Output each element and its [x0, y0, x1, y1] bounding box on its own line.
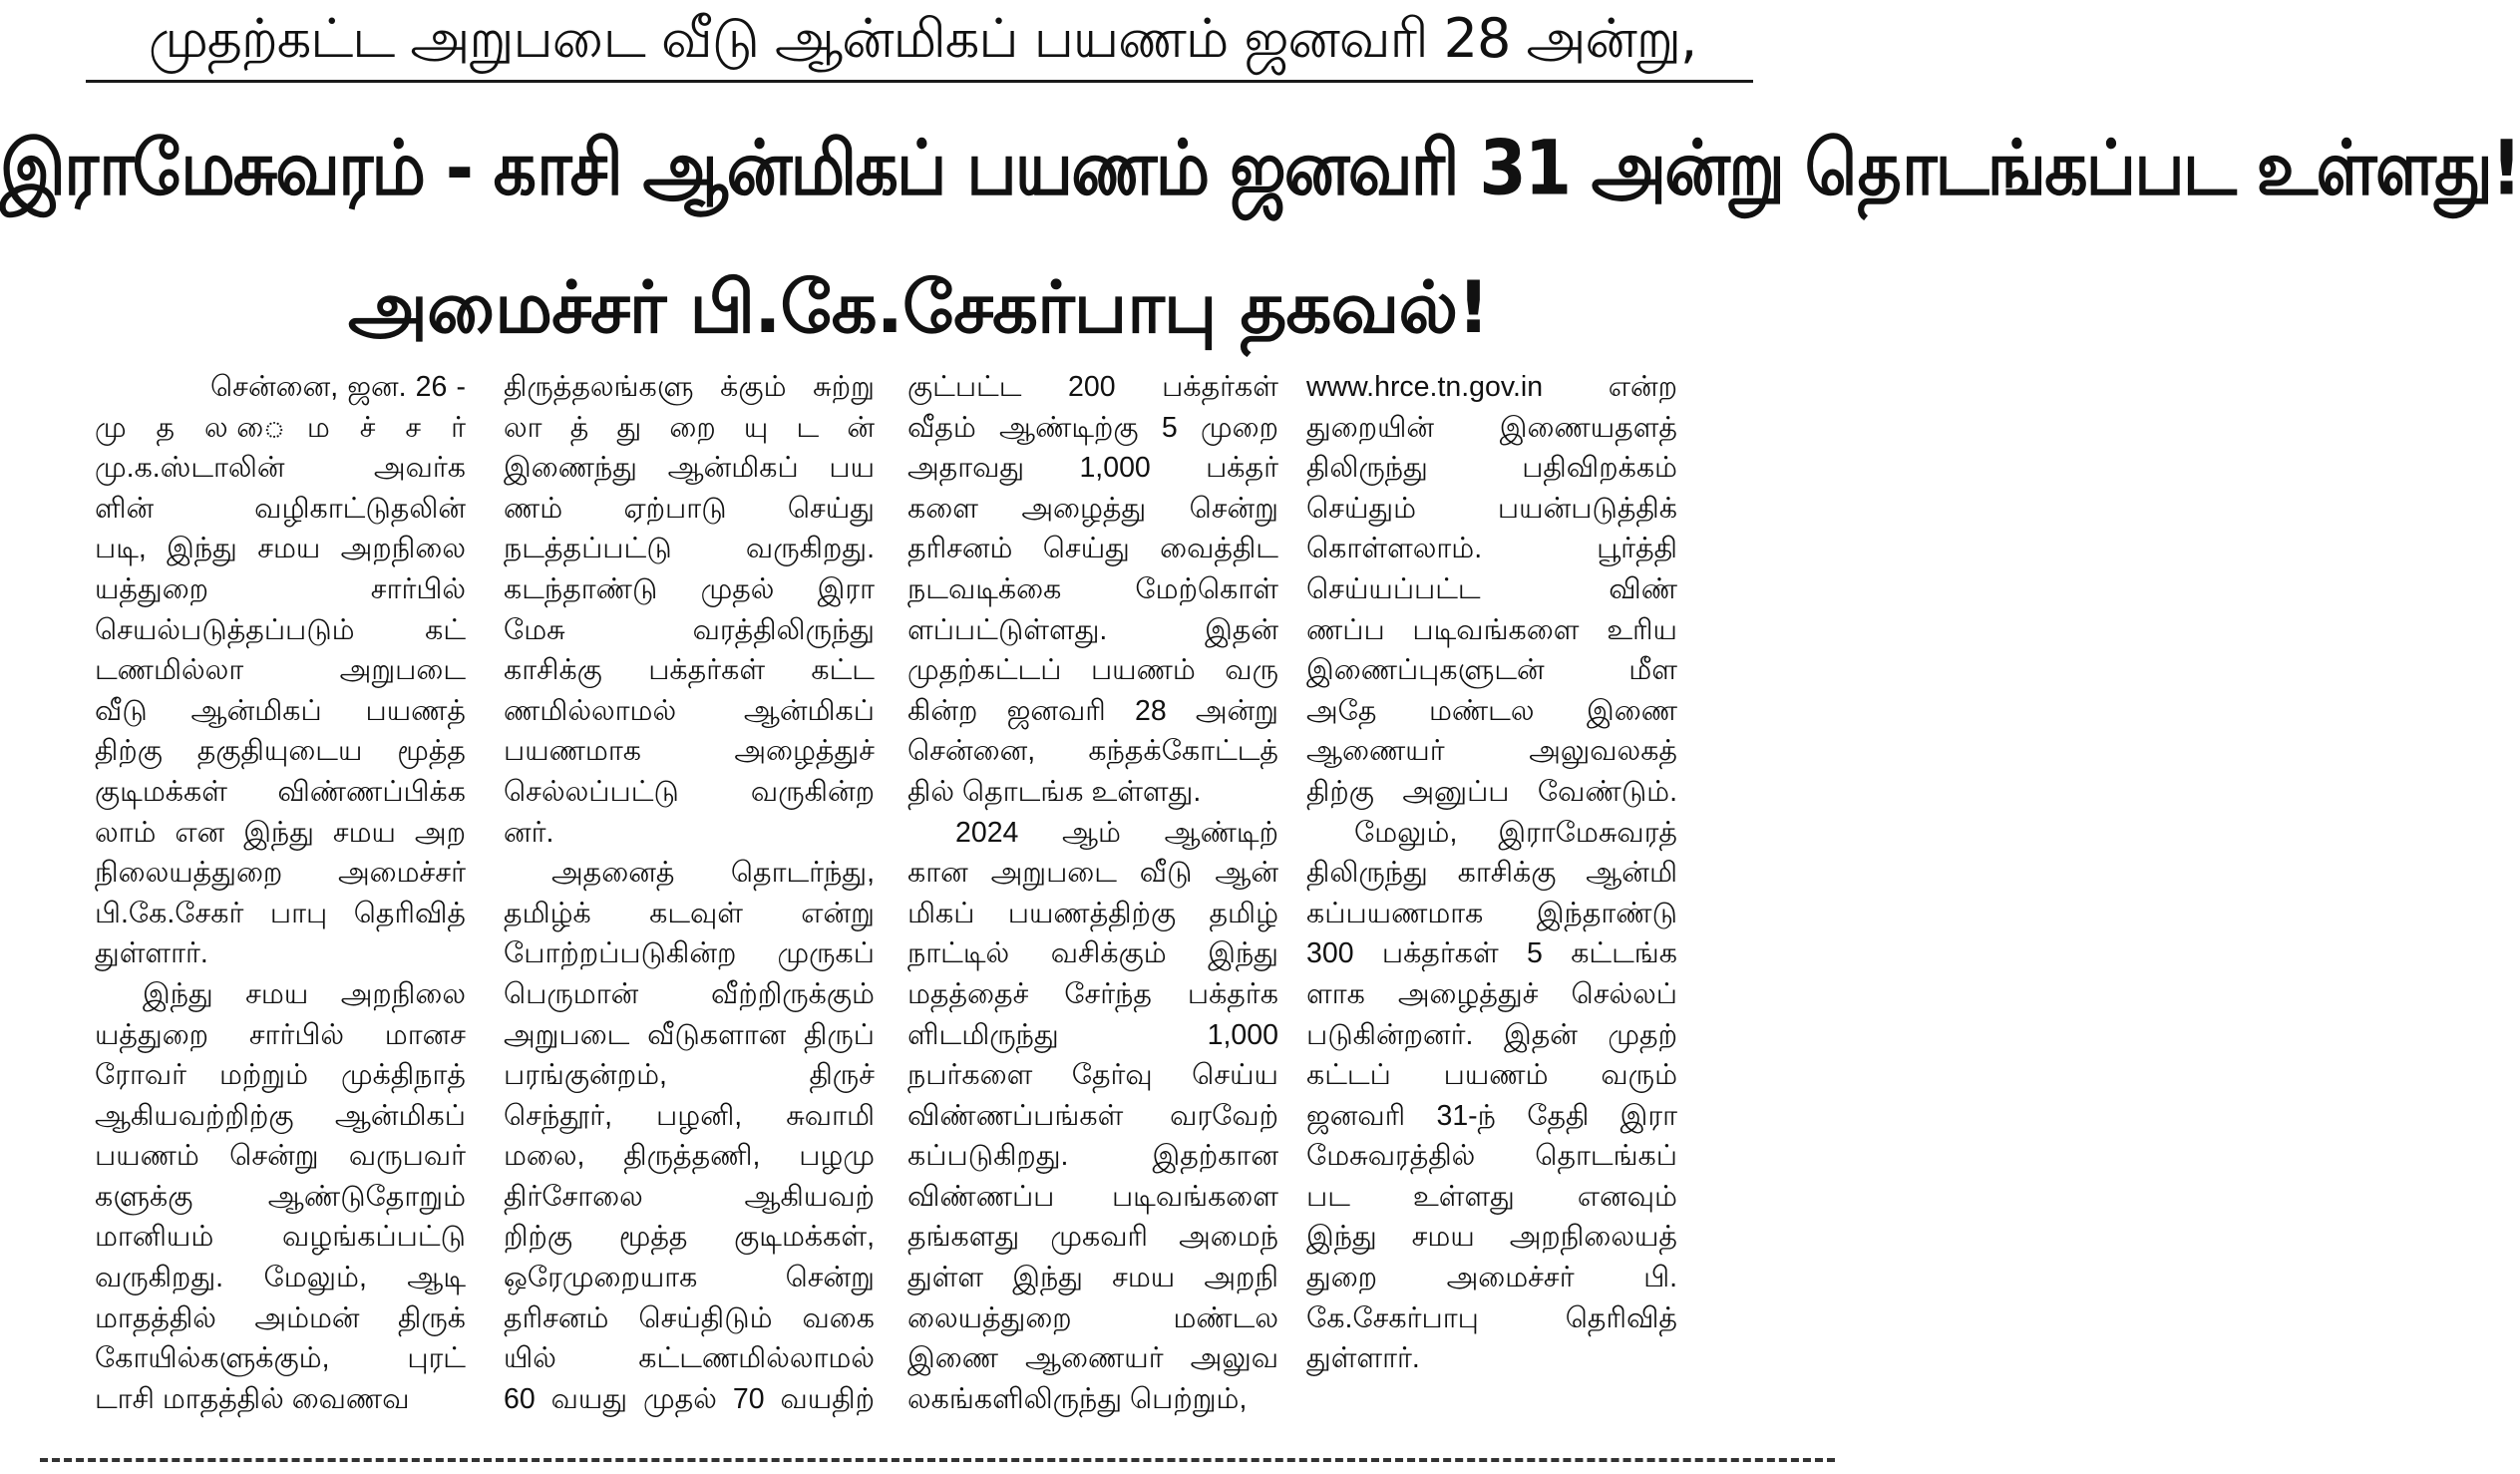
- article-line: துறையின் இணையதளத்: [1306, 411, 1677, 444]
- article-line: ளப்பட்டுள்ளது. இதன்: [907, 613, 1278, 646]
- article-line: www.hrce.tn.gov.in என்ற: [1306, 371, 1677, 403]
- kicker-headline: முதற்கட்ட அறுபடை வீடு ஆன்மிகப் பயணம் ஜனவரி 28 அன்று,: [148, 7, 1697, 70]
- article-line: மலை, திருத்தணி, பழமு: [504, 1140, 875, 1173]
- article-line: திலிருந்து காசிக்கு ஆன்மி: [1306, 857, 1677, 890]
- article-line: மு.க.ஸ்டாலின் அவர்க: [95, 452, 466, 485]
- article-line: செல்லப்பட்டு வருகின்ற: [504, 775, 875, 808]
- article-line: றிற்கு மூத்த குடிமக்கள்,: [504, 1221, 875, 1254]
- article-line: யத்துறை சார்பில்: [95, 572, 466, 605]
- article-line: காசிக்கு பக்தர்கள் கட்ட: [504, 654, 875, 687]
- article-line: செந்தூர், பழனி, சுவாமி: [504, 1099, 875, 1132]
- article-line: ளாக அழைத்துச் செல்லப்: [1306, 977, 1677, 1010]
- article-line: பயணமாக அழைத்துச்: [504, 735, 875, 768]
- article-line: வருகிறது. மேலும், ஆடி: [95, 1262, 466, 1294]
- article-line: மிகப் பயணத்திற்கு தமிழ்: [907, 897, 1278, 929]
- article-column-3: [907, 367, 1278, 1446]
- article-line: செய்யப்பட்ட விண்: [1306, 572, 1677, 605]
- article-line: மானியம் வழங்கப்பட்டு: [95, 1221, 466, 1254]
- article-line: கப்படுகிறது. இதற்கான: [907, 1140, 1278, 1173]
- article-line: 2024 ஆம் ஆண்டிற்: [955, 816, 1278, 849]
- article-line: பயணம் சென்று வருபவர்: [95, 1140, 466, 1173]
- article-line: திற்கு தகுதியுடைய மூத்த: [95, 735, 466, 768]
- article-line: தங்களது முகவரி அமைந்: [907, 1221, 1278, 1254]
- article-line: முதற்கட்டப் பயணம் வரு: [907, 654, 1278, 687]
- article-line: விண்ணப்பங்கள் வரவேற்: [907, 1099, 1278, 1132]
- article-line: களை அழைத்து சென்று: [907, 492, 1278, 525]
- article-line: ஆணையர் அலுவலகத்: [1306, 735, 1677, 768]
- article-line: துறை அமைச்சர் பி.: [1306, 1262, 1677, 1294]
- article-line: மேலும், இராமேசுவரத்: [1354, 816, 1677, 849]
- article-line: ளிடமிருந்து 1,000: [907, 1018, 1278, 1051]
- article-line: படி, இந்து சமய அறநிலை: [95, 533, 466, 565]
- article-line: நாட்டில் வசிக்கும் இந்து: [907, 937, 1278, 970]
- article-line: லாம் என இந்து சமய அற: [95, 816, 466, 849]
- article-line: திலிருந்து பதிவிறக்கம்: [1306, 452, 1677, 485]
- article-line: ஜனவரி 31-ந் தேதி இரா: [1306, 1099, 1677, 1132]
- article-line: வீதம் ஆண்டிற்கு 5 முறை: [907, 411, 1278, 444]
- article-line: னர்.: [504, 816, 554, 849]
- article-line: மு த ல ைம ச் ச ர்: [95, 411, 466, 444]
- sub-headline: அமைச்சர் பி.கே.சேகர்பாபு தகவல்!: [347, 265, 1489, 349]
- article-line: கப்பயணமாக இந்தாண்டு: [1306, 897, 1677, 929]
- article-line: டணமில்லா அறுபடை: [95, 654, 466, 687]
- article-line: போற்றப்படுகின்ற முருகப்: [504, 937, 875, 970]
- article-line: பட உள்ளது எனவும்: [1306, 1180, 1677, 1213]
- article-line: துள்ளார்.: [95, 937, 208, 970]
- article-line: கே.சேகர்பாபு தெரிவித்: [1306, 1301, 1677, 1334]
- article-line: ளின் வழிகாட்டுதலின்: [95, 492, 466, 525]
- article-line: வீடு ஆன்மிகப் பயணத்: [95, 694, 466, 727]
- article-line: கான அறுபடை வீடு ஆன்: [907, 857, 1278, 890]
- article-line: படுகின்றனர். இதன் முதற்: [1306, 1018, 1677, 1051]
- article-line: லா த் து றை யு ட ன்: [504, 411, 875, 444]
- article-line: மாதத்தில் அம்மன் திருக்: [95, 1301, 466, 1334]
- article-line: நடவடிக்கை மேற்கொள்: [907, 572, 1278, 605]
- article-line: இணை ஆணையர் அலுவ: [907, 1342, 1278, 1375]
- main-headline: இராமேசுவரம் - காசி ஆன்மிகப் பயணம் ஜனவரி 31 அன்று தொடங்கப்பட உள்ளது!: [0, 125, 2520, 213]
- article-line: 300 பக்தர்கள் 5 கட்டங்க: [1306, 937, 1677, 970]
- article-line: அதாவது 1,000 பக்தர்: [907, 452, 1278, 485]
- article-line: தரிசனம் செய்து வைத்திட: [907, 533, 1278, 565]
- article-line: அறுபடை வீடுகளான திருப்: [504, 1018, 875, 1051]
- article-line: ணப்ப படிவங்களை உரிய: [1306, 613, 1677, 646]
- article-line: துள்ளார்.: [1306, 1342, 1420, 1375]
- kicker-underline: [86, 80, 1753, 83]
- article-line: மதத்தைச் சேர்ந்த பக்தர்க: [907, 977, 1278, 1010]
- article-line: இந்து சமய அறநிலையத்: [1306, 1221, 1677, 1254]
- article-line: யில் கட்டணமில்லாமல்: [504, 1342, 875, 1375]
- article-line: திருத்தலங்களு க்கும் சுற்று: [504, 371, 875, 403]
- article-line: குட்பட்ட 200 பக்தர்கள்: [907, 371, 1278, 403]
- article-line: ஒரேமுறையாக சென்று: [504, 1262, 875, 1294]
- article-line: பெருமான் வீற்றிருக்கும்: [504, 977, 875, 1010]
- article-line: திற்கு அனுப்ப வேண்டும்.: [1306, 775, 1677, 808]
- article-line: லையத்துறை மண்டல: [907, 1301, 1278, 1334]
- article-line: பரங்குன்றம், திருச்: [504, 1059, 875, 1092]
- article-line: கின்ற ஜனவரி 28 அன்று: [907, 694, 1278, 727]
- article-line: மேசுவரத்தில் தொடங்கப்: [1306, 1140, 1677, 1173]
- article-line: 60 வயது முதல் 70 வயதிற்: [504, 1382, 875, 1415]
- article-line: அதனைத் தொடர்ந்து,: [551, 857, 875, 890]
- article-line: நடத்தப்பட்டு வருகிறது.: [504, 533, 875, 565]
- article-line: சென்னை, ஜன. 26 -: [210, 371, 466, 403]
- article-line: யத்துறை சார்பில் மானச: [95, 1018, 466, 1051]
- article-line: கொள்ளலாம். பூர்த்தி: [1306, 533, 1677, 565]
- article-line: இணைப்புகளுடன் மீள: [1306, 654, 1677, 687]
- article-line: ரோவர் மற்றும் முக்திநாத்: [95, 1059, 466, 1092]
- article-line: ஆகியவற்றிற்கு ஆன்மிகப்: [95, 1099, 466, 1132]
- article-line: விண்ணப்ப படிவங்களை: [907, 1180, 1278, 1213]
- article-line: குடிமக்கள் விண்ணப்பிக்க: [95, 775, 466, 808]
- article-column-2: [504, 367, 875, 1446]
- article-line: ணம் ஏற்பாடு செய்து: [504, 492, 875, 525]
- article-line: இணைந்து ஆன்மிகப் பய: [504, 452, 875, 485]
- article-line: மேசு வரத்திலிருந்து: [504, 613, 875, 646]
- article-line: டாசி மாதத்தில் வைணவ: [95, 1382, 410, 1415]
- article-line: இந்து சமய அறநிலை: [143, 977, 466, 1010]
- article-line: பி.கே.சேகர் பாபு தெரிவித்: [95, 897, 466, 929]
- article-line: செயல்படுத்தப்படும் கட்: [95, 613, 466, 646]
- article-line: சென்னை, கந்தக்கோட்டத்: [907, 735, 1278, 768]
- article-line: தரிசனம் செய்திடும் வகை: [504, 1301, 875, 1334]
- article-column-1: [95, 367, 466, 1446]
- article-line: ணமில்லாமல் ஆன்மிகப்: [504, 694, 875, 727]
- article-line: திர்சோலை ஆகியவற்: [504, 1180, 875, 1213]
- article-line: அதே மண்டல இணை: [1306, 694, 1677, 727]
- article-line: துள்ள இந்து சமய அறநி: [907, 1262, 1278, 1294]
- article-line: கோயில்களுக்கும், புரட்: [95, 1342, 466, 1375]
- dashed-divider: [40, 1458, 1835, 1462]
- article-column-4: [1306, 367, 1677, 1446]
- article-line: தமிழ்க் கடவுள் என்று: [504, 897, 875, 929]
- article-line: கட்டப் பயணம் வரும்: [1306, 1059, 1677, 1092]
- article-line: நபர்களை தேர்வு செய்ய: [907, 1059, 1278, 1092]
- article-line: களுக்கு ஆண்டுதோறும்: [95, 1180, 466, 1213]
- article-line: கடந்தாண்டு முதல் இரா: [504, 572, 875, 605]
- article-line: நிலையத்துறை அமைச்சர்: [95, 857, 466, 890]
- article-line: லகங்களிலிருந்து பெற்றும்,: [907, 1382, 1248, 1415]
- article-line: தில் தொடங்க உள்ளது.: [907, 775, 1202, 808]
- article-body: [95, 367, 1835, 1446]
- article-line: செய்தும் பயன்படுத்திக்: [1306, 492, 1677, 525]
